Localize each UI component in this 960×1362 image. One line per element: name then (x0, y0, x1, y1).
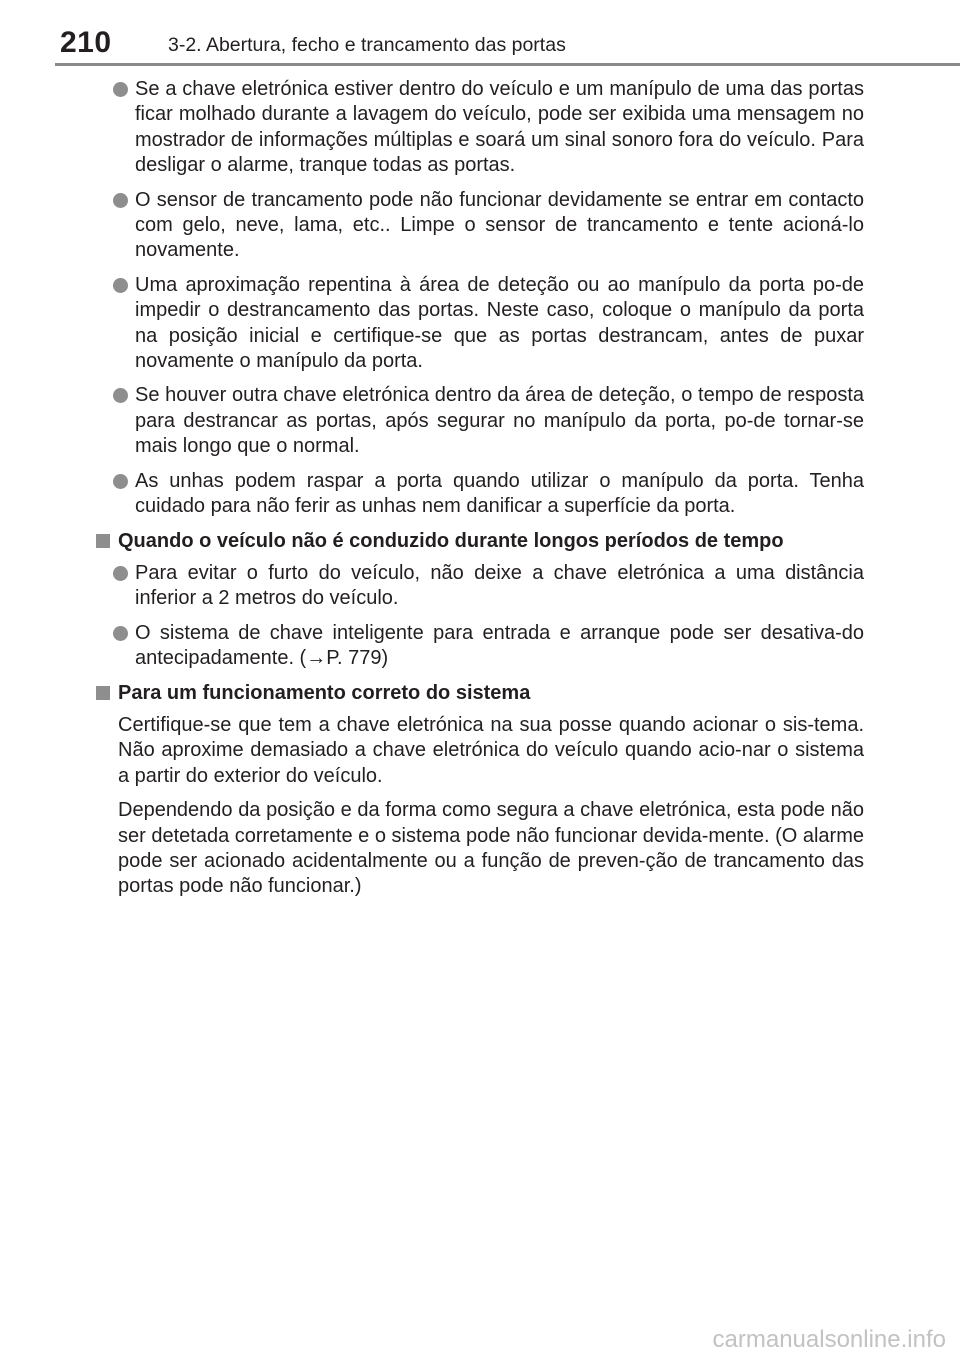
section-square-icon (96, 534, 110, 548)
section-square-icon (96, 686, 110, 700)
body-paragraph: Dependendo da posição e da forma como segura a chave eletrónica, esta pode não ser detetada corretamente e o sistema pode não funcionar devida-mente. (O alarme pode ser acionado acidentalmente ou a função de preven-ção de trancamento das portas pode não funcionar.) (118, 799, 864, 898)
bullet-text: As unhas podem raspar a porta quando utilizar o manípulo da porta. Tenha cuidado para não ferir as unhas nem danificar a superfície da porta. (135, 469, 864, 518)
bullet-dot-icon (113, 193, 128, 208)
bullet-item (96, 188, 864, 264)
page-content (96, 77, 864, 909)
bullet-dot-icon (113, 626, 128, 641)
bullet-item (96, 77, 864, 179)
section-heading-text: Para um funcionamento correto do sistema (118, 681, 531, 704)
bullet-item (96, 383, 864, 459)
bullet-text: Uma aproximação repentina à área de deteção ou ao manípulo da porta po-de impedir o destrancamento das portas. Neste caso, coloque o manípulo da porta na posição inicial e certifique-se que as portas destrancam, antes de puxar novamente o manípulo da porta. (135, 273, 864, 373)
section-heading-text: Quando o veículo não é conduzido durante longos períodos de tempo (118, 529, 784, 552)
page-number: 210 (60, 26, 112, 59)
bullet-dot-icon (113, 388, 128, 403)
bullet-text: Para evitar o furto do veículo, não deixe a chave eletrónica a uma distância inferior a 2 metros do veículo. (135, 561, 864, 610)
bullet-dot-icon (113, 82, 128, 97)
section-heading-long-periods (96, 529, 864, 554)
bullet-item (96, 561, 864, 612)
bullet-item (96, 621, 864, 672)
section-title: 3-2. Abertura, fecho e trancamento das portas (168, 34, 566, 56)
bullet-dot-icon (113, 278, 128, 293)
page-header (0, 22, 960, 62)
bullet-text: Se houver outra chave eletrónica dentro da área de deteção, o tempo de resposta para destrancar as portas, após segurar no manípulo da porta, po-de tornar-se mais longo que o normal. (135, 384, 864, 458)
section-heading-correct-operation (96, 681, 864, 706)
bullet-text: Se a chave eletrónica estiver dentro do veículo e um manípulo de uma das portas ficar molhado durante a lavagem do veículo, pode ser exibida uma mensagem no mostrador de informações múltiplas e soará um sinal sonoro fora do veículo. Para desligar o alarme, tranque todas as portas. (135, 78, 864, 177)
bullet-text: O sistema de chave inteligente para entrada e arranque pode ser desativa-do antecipadamente. (→P. 779) (135, 621, 864, 670)
bullet-item (96, 273, 864, 375)
bullet-text: O sensor de trancamento pode não funcionar devidamente se entrar em contacto com gelo, neve, lama, etc.. Limpe o sensor de trancamento e tente acioná-lo novamente. (135, 188, 864, 262)
bullet-dot-icon (113, 566, 128, 581)
bullet-item (96, 469, 864, 520)
bullet-dot-icon (113, 474, 128, 489)
body-paragraph: Certifique-se que tem a chave eletrónica na sua posse quando acionar o sis-tema. Não aproxime demasiado a chave eletrónica do veículo quando acio-nar o sistema a partir do exterior do veículo. (118, 713, 864, 787)
header-divider (55, 63, 960, 66)
watermark-text: carmanualsonline.info (712, 1326, 946, 1353)
